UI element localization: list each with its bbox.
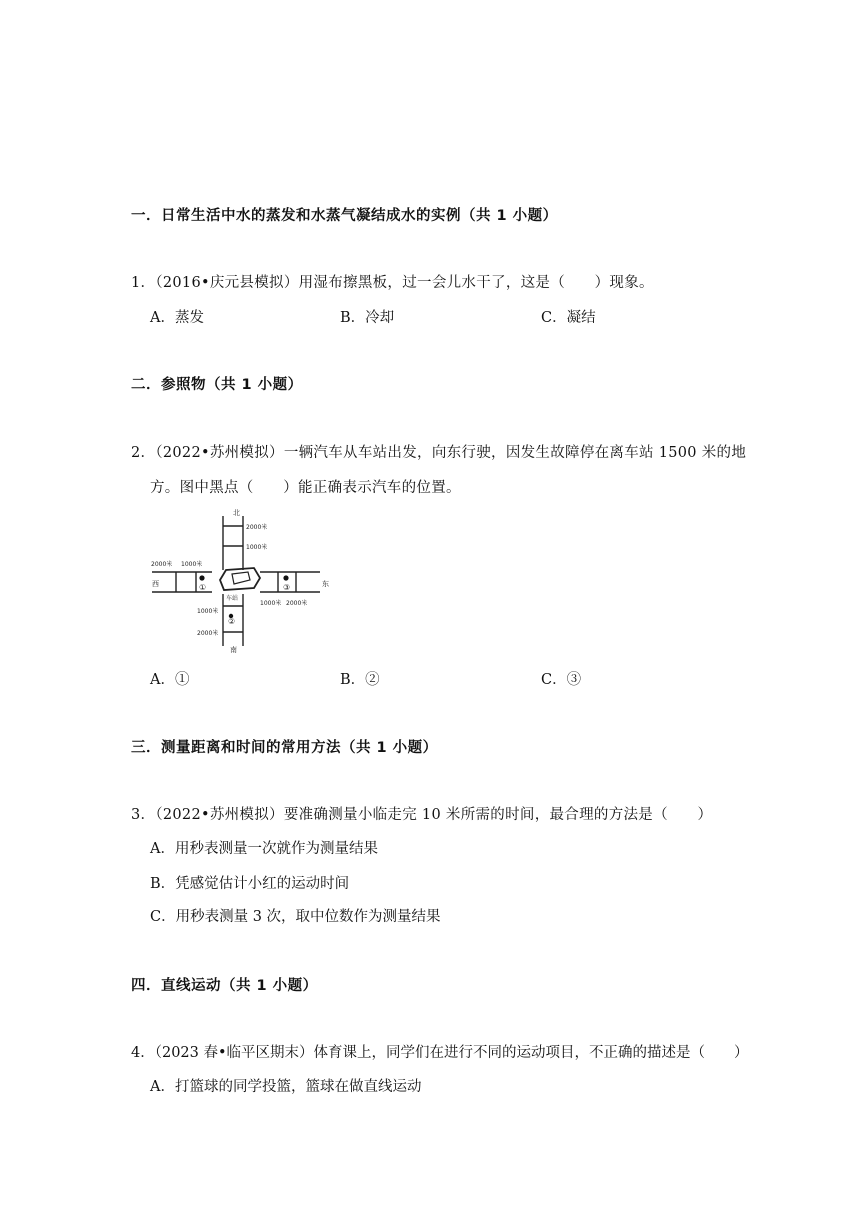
question-1-option-a: A．蒸发 (150, 310, 204, 326)
label-south: 南 (230, 646, 237, 654)
label-north: 北 (233, 509, 240, 517)
position-map-figure (150, 508, 332, 654)
marker-3: ③ (283, 583, 291, 592)
label-north-2000: 2000米 (246, 524, 268, 531)
label-west-1000: 1000米 (181, 561, 203, 568)
dot-east (283, 575, 288, 580)
section-heading-4: 四．直线运动（共 1 小题） (131, 978, 318, 994)
label-east-2000: 2000米 (286, 600, 308, 607)
section-heading-1: 一．日常生活中水的蒸发和水蒸气凝结成水的实例（共 1 小题） (131, 208, 558, 224)
section-heading-2: 二．参照物（共 1 小题） (131, 377, 303, 393)
label-south-2000: 2000米 (197, 630, 219, 637)
label-south-1000: 1000米 (197, 608, 219, 615)
question-3-option-b: B．凭感觉估计小红的运动时间 (150, 876, 350, 892)
section-heading-3: 三．测量距离和时间的常用方法（共 1 小题） (131, 740, 438, 756)
question-3-option-c: C．用秒表测量 3 次，取中位数作为测量结果 (150, 909, 441, 925)
question-2-option-a: A．① (150, 672, 190, 688)
question-1-option-b: B．冷却 (340, 310, 395, 326)
label-west: 西 (152, 580, 159, 588)
label-east: 东 (322, 580, 329, 588)
question-1-stem: 1．（2016•庆元县模拟）用湿布擦黑板，过一会儿水干了，这是（ ）现象。 (131, 275, 654, 291)
label-north-1000: 1000米 (246, 544, 268, 551)
label-east-1000: 1000米 (260, 600, 282, 607)
station-building (220, 568, 260, 590)
question-2-stem-line-2: 方。图中黑点（ ）能正确表示汽车的位置。 (150, 480, 461, 496)
label-west-2000: 2000米 (151, 561, 173, 568)
marker-2: ② (228, 617, 236, 626)
question-1-option-c: C．凝结 (541, 310, 596, 326)
question-3-option-a: A．用秒表测量一次就作为测量结果 (150, 841, 378, 857)
question-4-stem: 4．（2023 春•临平区期末）体育课上，同学们在进行不同的运动项目，不正确的描述是（ ） (131, 1045, 749, 1061)
marker-1: ① (199, 583, 207, 592)
question-3-stem: 3．（2022•苏州模拟）要准确测量小临走完 10 米所需的时间，最合理的方法是（ ） (131, 807, 713, 823)
question-2-stem-line-1: 2．（2022•苏州模拟）一辆汽车从车站出发，向东行驶，因发生故障停在离车站 1500 米的地 (131, 445, 747, 461)
station-window (232, 572, 250, 584)
question-2-option-b: B．② (340, 672, 380, 688)
dot-west (199, 575, 204, 580)
question-2-option-c: C．③ (541, 672, 582, 688)
label-station: 车站 (226, 595, 239, 602)
question-4-option-a: A．打篮球的同学投篮，篮球在做直线运动 (150, 1079, 422, 1095)
